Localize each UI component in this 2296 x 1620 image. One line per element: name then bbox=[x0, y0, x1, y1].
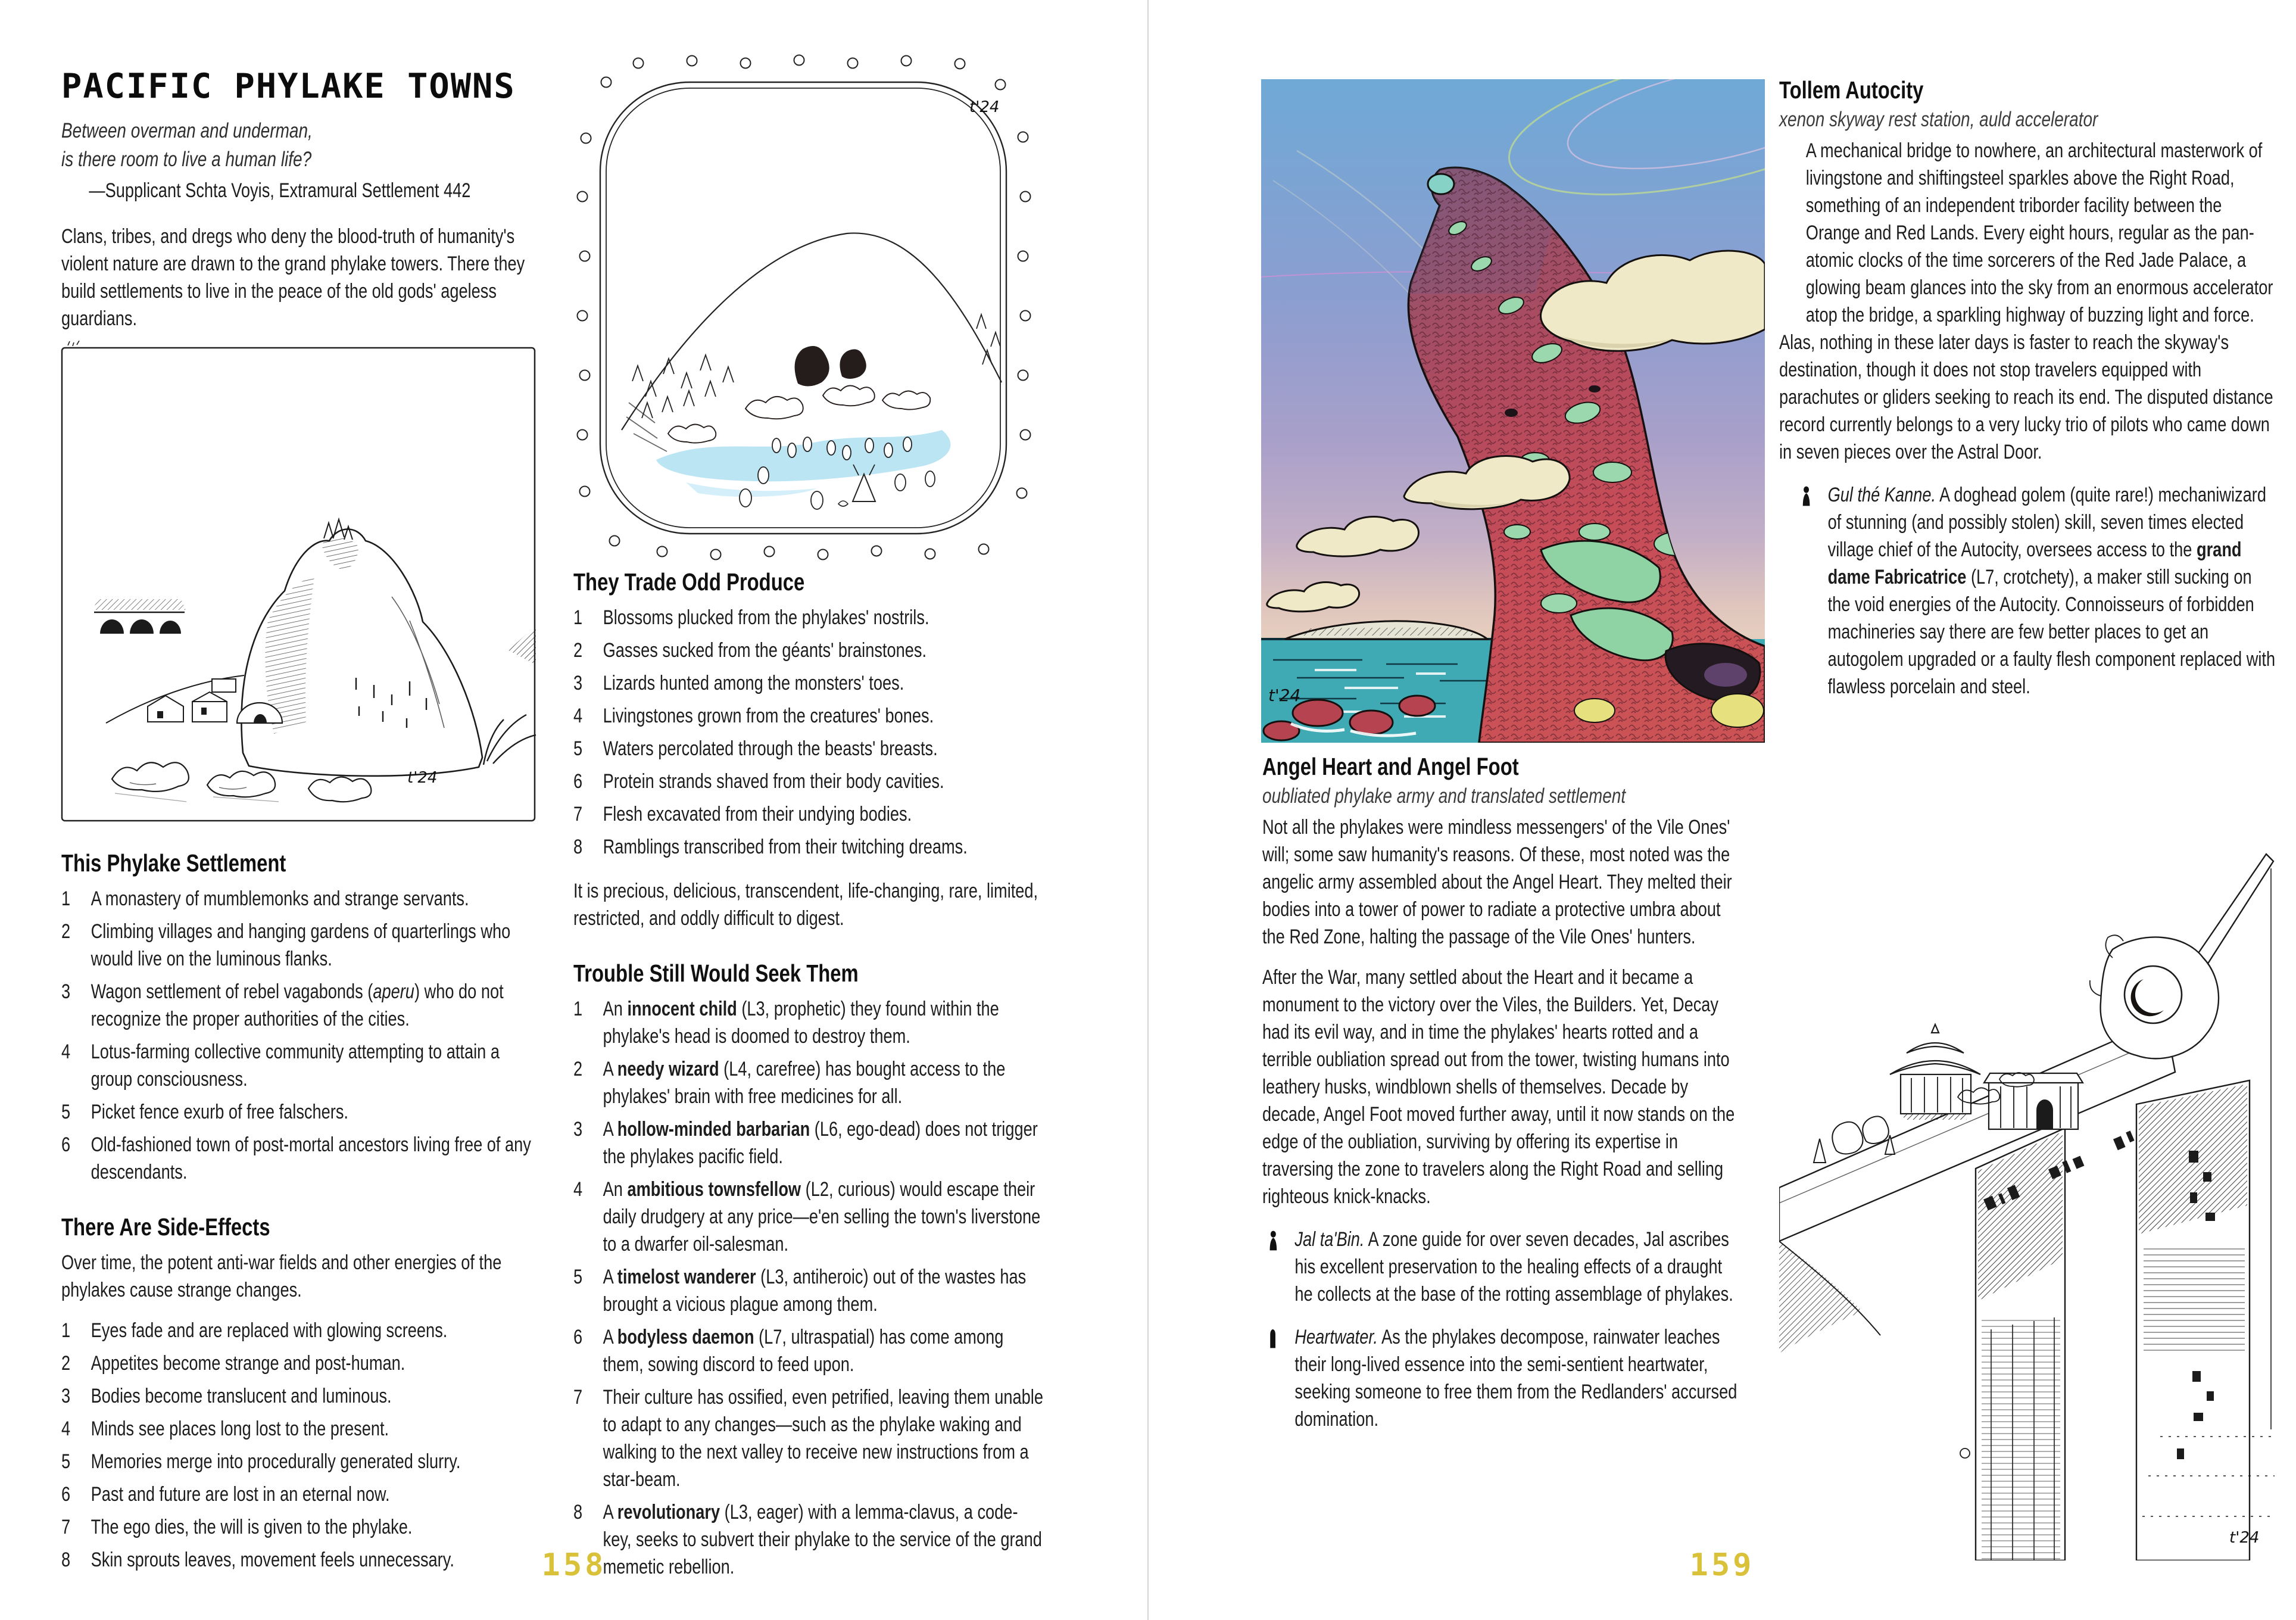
list-item: Lizards hunted among the monsters' toes. bbox=[603, 672, 904, 694]
person-icon bbox=[1267, 1226, 1294, 1308]
tollem-autocity-section bbox=[1779, 75, 2278, 700]
list-item: Past and future are lost in an eternal now. bbox=[91, 1483, 390, 1506]
item-bullet-text: Heartwater. As the phylakes decompose, rainwater leaches their long-lived essence into the semi-sentient heartwater, seeking someone to free them from the Redlanders' accursed domination. bbox=[1294, 1326, 1737, 1431]
section-subtitle: oubliated phylake army and translated settlement bbox=[1262, 784, 1626, 808]
section-heading: Angel Heart and Angel Foot bbox=[1262, 753, 1519, 780]
settlement-section bbox=[61, 848, 538, 1186]
list-item: An innocent child (L3, prophetic) they found within the phylake's head is doomed to destroy them. bbox=[603, 998, 999, 1048]
page-title: PACIFIC PHYLAKE TOWNS bbox=[61, 67, 516, 106]
list-number: 1 bbox=[61, 887, 71, 910]
trade-section bbox=[573, 567, 1045, 932]
list-number: 4 bbox=[573, 1178, 583, 1201]
angel-paragraph-2: After the War, many settled about the Heart and it became a monument to the victory over the Viles, the Builders. Yet, Decay had its evil way, and in time the phylakes' hearts rotted and a terrible oubliation spread out from the tower, twisting humans into leathery husks, windblown shells of themselves. Decade by decade, Angel Foot moved further away, until it now stands on the edge of the oubliation, surviving by offering its expertise in traversing the zone to travelers along the Right Road and selling righteous knick-knacks. bbox=[1262, 966, 1735, 1208]
page-number-left: 158 bbox=[541, 1547, 607, 1583]
list-item: Protein strands shaved from their body cavities. bbox=[603, 770, 944, 793]
list-item: A bodyless daemon (L7, ultraspatial) has come among them, sowing discord to feed upon. bbox=[603, 1326, 1004, 1376]
list-number: 3 bbox=[61, 1385, 71, 1407]
list-item: Old-fashioned town of post-mortal ancestors living free of any descendants. bbox=[91, 1133, 531, 1183]
list-item: Lotus-farming collective community attempting to attain a group consciousness. bbox=[91, 1040, 500, 1091]
artist-signature: t'24 bbox=[969, 98, 1000, 116]
list-number: 2 bbox=[573, 639, 583, 662]
epigraph bbox=[61, 117, 538, 205]
angel-tower-color-illustration bbox=[1261, 79, 1765, 743]
list-number: 2 bbox=[61, 1352, 71, 1375]
item-bullet-heartwater bbox=[1267, 1323, 1743, 1433]
list-item: Picket fence exurb of free falschers. bbox=[91, 1101, 348, 1123]
npc-bullet-jal bbox=[1267, 1226, 1743, 1308]
illustration-wrap-spacer bbox=[1779, 193, 1806, 305]
npc-bullet-gul bbox=[1800, 481, 2278, 700]
left-page-lists-block bbox=[61, 848, 538, 1574]
list-item: A needy wizard (L4, carefree) has bought access to the phylakes' brain with free medicines for all. bbox=[603, 1058, 1006, 1108]
list-number: 6 bbox=[61, 1133, 71, 1156]
list-item: Blossoms plucked from the phylakes' nostrils. bbox=[603, 606, 929, 629]
list-number: 1 bbox=[573, 998, 583, 1020]
list-item: Memories merge into procedurally generated slurry. bbox=[91, 1450, 461, 1473]
trade-outro: It is precious, delicious, transcendent, life-changing, rare, limited, restricted, and oddly difficult to digest. bbox=[573, 880, 1038, 930]
left-page-intro-block bbox=[61, 67, 538, 345]
section-subtitle: xenon skyway rest station, auld accelerator bbox=[1779, 108, 2098, 131]
list-item: Livingstones grown from the creatures' bones. bbox=[603, 705, 934, 727]
list-number: 2 bbox=[61, 920, 71, 943]
list-number: 7 bbox=[573, 803, 583, 825]
intro-paragraph: Clans, tribes, and dregs who deny the blood-truth of humanity's violent nature are drawn to the grand phylake towers. There they build settlements to live in the peace of the old gods' ageless guardians. bbox=[61, 225, 525, 330]
angel-heart-section bbox=[1262, 752, 1743, 1433]
page-number-right: 159 bbox=[1689, 1547, 1755, 1583]
list-number: 8 bbox=[573, 836, 583, 858]
section-heading: There Are Side-Effects bbox=[61, 1213, 270, 1241]
list-number: 6 bbox=[573, 1326, 583, 1348]
list-item: Eyes fade and are replaced with glowing screens. bbox=[91, 1319, 448, 1342]
artist-signature: t'24 bbox=[407, 769, 438, 787]
list-item: Climbing villages and hanging gardens of quarterlings who would live on the luminous flanks. bbox=[91, 920, 511, 970]
list-item: The ego dies, the will is given to the phylake. bbox=[91, 1516, 413, 1538]
list-number: 3 bbox=[573, 672, 583, 694]
tollem-paragraph: A mechanical bridge to nowhere, an architectural masterwork of livingstone and shiftingsteel sparkles above the Right Road, something of an independent triborder facility between the Orange and Red Lands. Every eight hours, regular as the pan-atomic clocks of the time sorcerers of the Red Jade Palace, a glowing beam glances into the sky from an enormous accelerator atop the bridge, a sparkling highway of buzzing light and force. Alas, nothing in these later days is faster to reach the skyway's destination, though it does not stop travelers equipped with parachutes or gliders seeking to reach its end. The disputed distance record currently belongs to a very lucky trio of pilots who came down in seven pieces over the Astral Door. bbox=[1779, 139, 2273, 463]
epigraph-line: is there room to live a human life? bbox=[61, 148, 312, 171]
list-number: 5 bbox=[573, 1266, 583, 1288]
rock-settlement-illustration bbox=[58, 341, 539, 827]
list-item: Bodies become translucent and luminous. bbox=[91, 1385, 392, 1407]
list-number: 6 bbox=[573, 770, 583, 793]
list-number: 5 bbox=[61, 1101, 71, 1123]
trouble-list bbox=[573, 995, 1045, 1581]
left-page-column2-text bbox=[573, 567, 1045, 1581]
section-heading: Trouble Still Would Seek Them bbox=[573, 959, 859, 987]
list-item: A timelost wanderer (L3, antiheroic) out of the wastes has brought a vicious plague among them. bbox=[603, 1266, 1027, 1316]
angel-paragraph-1: Not all the phylakes were mindless messengers' of the Vile Ones' will; some saw humanity's reasons. Of these, most noted was the angelic army assembled about the Angel Heart. They melted their bodies into a tower of power to radiate a protective umbra about the Red Zone, halting the passage of the Vile Ones' hunters. bbox=[1262, 816, 1732, 948]
list-item: Wagon settlement of rebel vagabonds (aperu) who do not recognize the proper authorities of the cities. bbox=[91, 980, 504, 1030]
epigraph-attribution: —Supplicant Schta Voyis, Extramural Settlement 442 bbox=[89, 179, 471, 202]
list-item: An ambitious townsfellow (L2, curious) would escape their daily drudgery at any price—e'en selling the town's liverstone to a dwarfer oil-salesman. bbox=[603, 1178, 1041, 1256]
person-icon bbox=[1800, 481, 1827, 700]
list-number: 5 bbox=[573, 737, 583, 760]
list-item: Their culture has ossified, even petrified, leaving them unable to adapt to any changes—such as the phylake waking and walking to the next valley to receive new instructions from a star-beam. bbox=[603, 1386, 1043, 1491]
npc-bullet-text: Gul thé Kanne. A doghead golem (quite rare!) mechaniwizard of stunning (and possibly stolen) skill, seven times elected village chief of the Autocity, oversees access to the grand dame Fabricatrice (L7, crotchety), a maker still sucking on the void energies of the Autocity. Connoisseurs of forbidden machineries say there are few better places to get an autogolem upgraded or a faulty flesh component replaced with flawless porcelain and steel. bbox=[1827, 484, 2276, 698]
list-item: Gasses sucked from the géants' brainstones. bbox=[603, 639, 927, 662]
list-number: 7 bbox=[573, 1386, 583, 1409]
side-effects-list bbox=[61, 1317, 538, 1574]
list-item: Skin sprouts leaves, movement feels unnecessary. bbox=[91, 1549, 454, 1571]
side-effects-intro: Over time, the potent anti-war fields and other energies of the phylakes cause strange changes. bbox=[61, 1251, 502, 1301]
section-heading: Tollem Autocity bbox=[1779, 76, 1924, 104]
list-number: 1 bbox=[61, 1319, 71, 1342]
list-number: 2 bbox=[573, 1058, 583, 1080]
list-number: 5 bbox=[61, 1450, 71, 1473]
artist-signature: t'24 bbox=[2229, 1529, 2260, 1547]
list-number: 6 bbox=[61, 1483, 71, 1506]
epigraph-line: Between overman and underman, bbox=[61, 119, 313, 142]
list-item: Ramblings transcribed from their twitching dreams. bbox=[603, 836, 968, 858]
list-item: Waters percolated through the beasts' breasts. bbox=[603, 737, 938, 760]
autocity-bridge-illustration bbox=[1779, 817, 2275, 1560]
list-item: A revolutionary (L3, eager) with a lemma-clavus, a code-key, seeks to subvert their phylake to the service of the grand memetic rebellion. bbox=[603, 1501, 1042, 1578]
list-number: 4 bbox=[61, 1418, 71, 1440]
npc-bullet-text: Jal ta'Bin. A zone guide for over seven decades, Jal ascribes his excellent preservation to the healing effects of a draught he collects at the base of the rotting assemblage of phylakes. bbox=[1294, 1228, 1733, 1306]
list-number: 3 bbox=[573, 1118, 583, 1141]
list-number: 3 bbox=[61, 980, 71, 1003]
section-heading: This Phylake Settlement bbox=[61, 849, 286, 877]
list-number: 1 bbox=[573, 606, 583, 629]
list-item: A hollow-minded barbarian (L6, ego-dead) does not trigger the phylakes pacific field. bbox=[603, 1118, 1038, 1168]
list-number: 7 bbox=[61, 1516, 71, 1538]
artist-signature: t'24 bbox=[1268, 686, 1301, 705]
page-gutter-divider bbox=[1147, 0, 1149, 1620]
trade-list bbox=[573, 604, 1045, 861]
list-item: A monastery of mumblemonks and strange servants. bbox=[91, 887, 469, 910]
list-number: 8 bbox=[573, 1501, 583, 1524]
list-item: Flesh excavated from their undying bodies. bbox=[603, 803, 912, 825]
side-effects-section bbox=[61, 1212, 538, 1574]
list-number: 4 bbox=[61, 1040, 71, 1063]
list-number: 8 bbox=[61, 1549, 71, 1571]
settlement-list bbox=[61, 885, 538, 1186]
list-item: Minds see places long lost to the present. bbox=[91, 1418, 389, 1440]
list-item: Appetites become strange and post-human. bbox=[91, 1352, 405, 1375]
flask-icon bbox=[1267, 1323, 1294, 1433]
section-heading: They Trade Odd Produce bbox=[573, 568, 805, 596]
list-number: 4 bbox=[573, 705, 583, 727]
trouble-section bbox=[573, 958, 1045, 1581]
valley-vignette-illustration bbox=[567, 48, 1040, 568]
